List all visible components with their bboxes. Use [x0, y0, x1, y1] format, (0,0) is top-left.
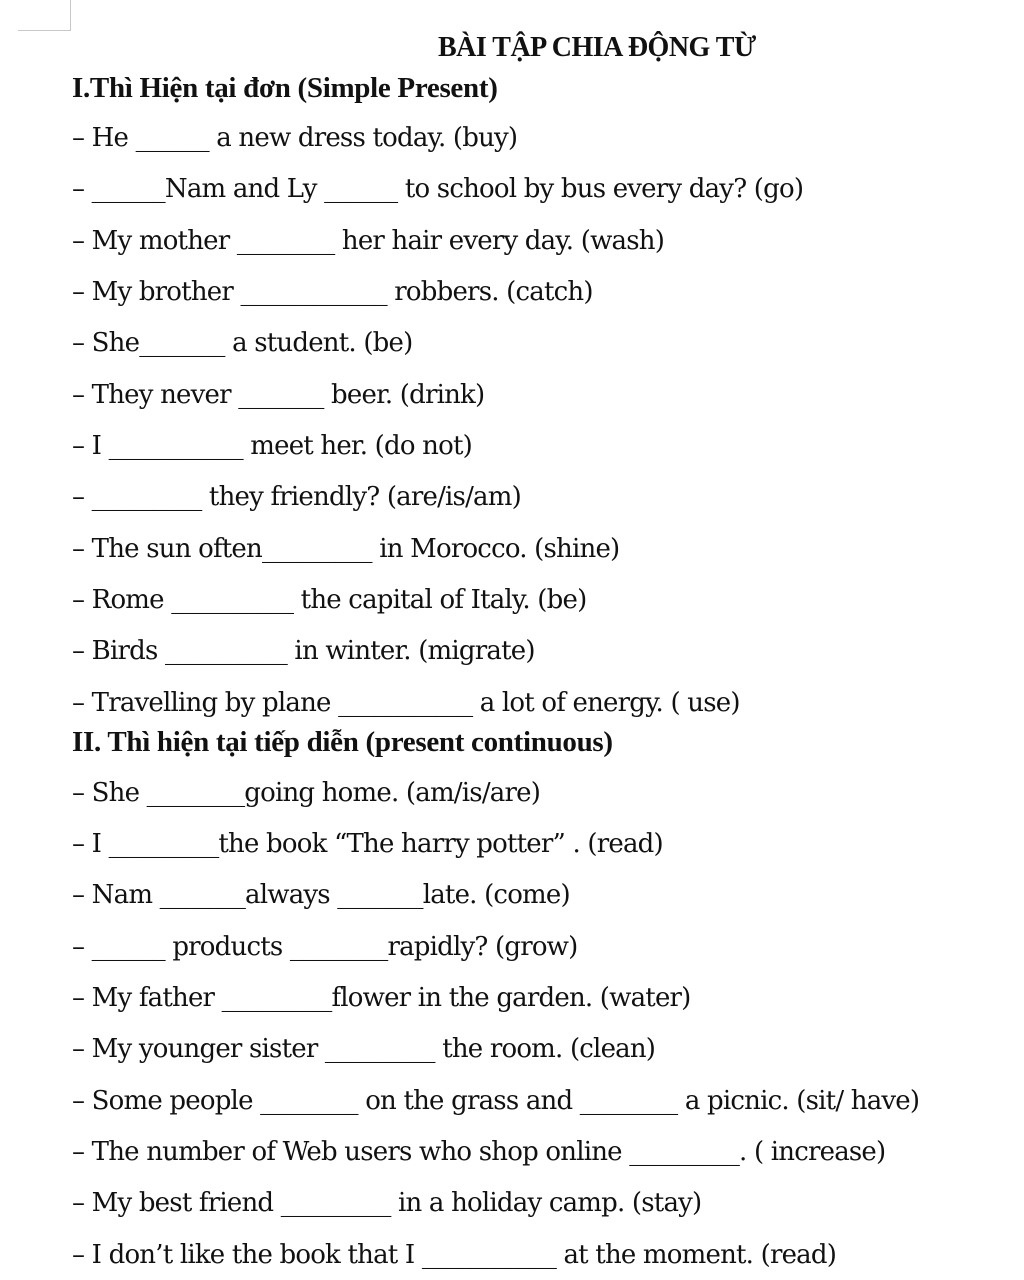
exercise-line: – He ______ a new dress today. (buy)	[72, 123, 518, 153]
exercise-line: – Some people ________ on the grass and ________ a picnic. (sit/ have)	[72, 1086, 920, 1116]
exercise-line: – My best friend _________ in a holiday camp. (stay)	[72, 1188, 702, 1218]
exercise-line: – _________ they friendly? (are/is/am)	[72, 482, 521, 512]
exercise-line: – My brother ____________ robbers. (catch)	[72, 277, 593, 307]
exercise-line: – Nam _______always _______late. (come)	[72, 880, 570, 910]
exercise-line: – She_______ a student. (be)	[72, 328, 413, 358]
worksheet-title: BÀI TẬP CHIA ĐỘNG TỪ	[438, 32, 756, 63]
exercise-line: – They never _______ beer. (drink)	[72, 380, 485, 410]
section-1-heading: I.Thì Hiện tại đơn (Simple Present)	[72, 72, 498, 104]
exercise-line: – ______ products ________rapidly? (grow)	[72, 932, 578, 962]
exercise-line: – ______Nam and Ly ______ to school by bus every day? (go)	[72, 174, 804, 204]
exercise-line: – She ________going home. (am/is/are)	[72, 778, 541, 808]
exercise-line: – The number of Web users who shop online _________. ( increase)	[72, 1137, 886, 1167]
section-2-heading: II. Thì hiện tại tiếp diễn (present continuous)	[72, 726, 613, 758]
exercise-line: – My father _________flower in the garden. (water)	[72, 983, 691, 1013]
exercise-line: – Travelling by plane ___________ a lot of energy. ( use)	[72, 688, 740, 718]
exercise-line: – Rome __________ the capital of Italy. (be)	[72, 585, 587, 615]
exercise-line: – I don’t like the book that I ___________ at the moment. (read)	[72, 1240, 837, 1270]
page-corner-mark	[18, 0, 71, 31]
exercise-line: – I _________the book “The harry potter” . (read)	[72, 829, 663, 859]
exercise-line: – Birds __________ in winter. (migrate)	[72, 636, 535, 666]
exercise-line: – The sun often_________ in Morocco. (shine)	[72, 534, 620, 564]
exercise-line: – My younger sister _________ the room. (clean)	[72, 1034, 656, 1064]
exercise-line: – My mother ________ her hair every day. (wash)	[72, 226, 665, 256]
exercise-line: – I ___________ meet her. (do not)	[72, 431, 472, 461]
